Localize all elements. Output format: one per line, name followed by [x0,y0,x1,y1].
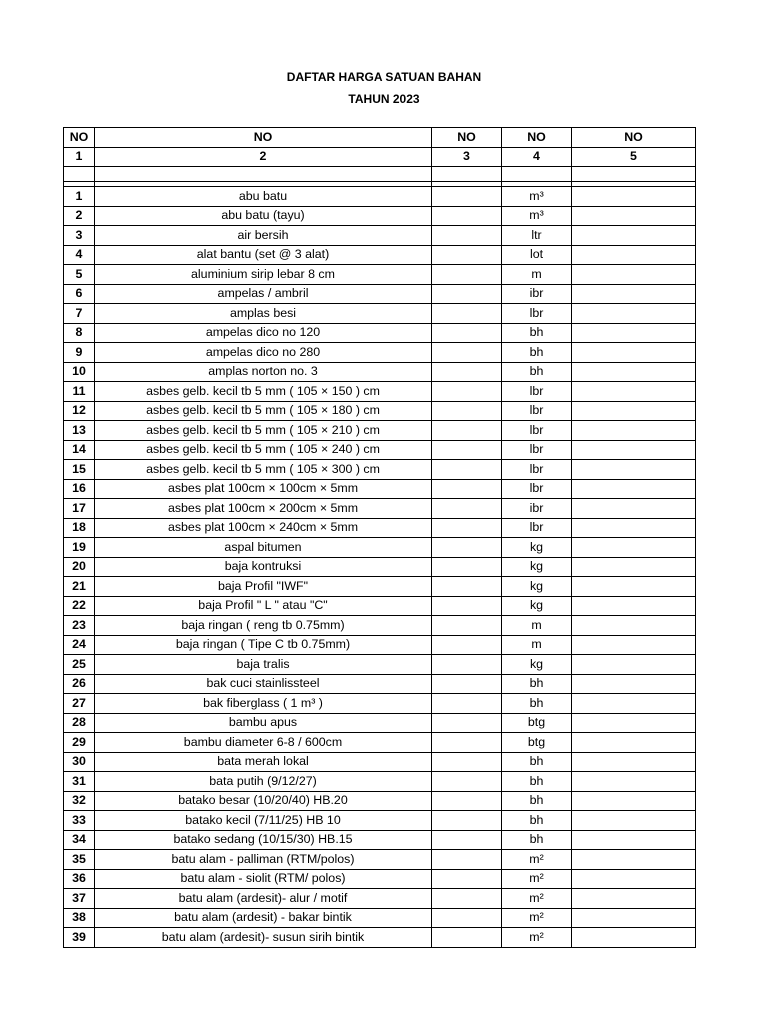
table-row [64,596,696,616]
column-3-cell [432,811,502,831]
column-3-cell [432,869,502,889]
column-5-cell [572,850,696,870]
row-number-cell: 10 [64,362,95,382]
table-row [64,206,696,226]
column-3-cell [432,577,502,597]
column-3-cell [432,206,502,226]
unit-cell: lbr [502,382,572,402]
table-row [64,811,696,831]
material-name-cell: batu alam (ardesit) - bakar bintik [95,908,432,928]
blank-row [64,167,696,182]
column-5-cell [572,245,696,265]
table-row [64,577,696,597]
column-5-cell [572,713,696,733]
unit-cell: bh [502,811,572,831]
table-row [64,557,696,577]
row-number-cell: 9 [64,343,95,363]
table-row [64,401,696,421]
column-5-cell [572,752,696,772]
table-row [64,655,696,675]
column-3-cell [432,713,502,733]
column-5-cell [572,206,696,226]
material-name-cell: asbes plat 100cm × 200cm × 5mm [95,499,432,519]
row-number-cell: 4 [64,245,95,265]
row-number-cell: 7 [64,304,95,324]
material-name-cell: asbes gelb. kecil tb 5 mm ( 105 × 300 ) cm [95,460,432,480]
unit-cell: m² [502,869,572,889]
header-row [64,128,696,148]
column-3-cell [432,733,502,753]
column-5-cell [572,382,696,402]
material-name-cell: abu batu (tayu) [95,206,432,226]
row-number-cell: 17 [64,499,95,519]
table-row [64,382,696,402]
column-5-cell [572,733,696,753]
unit-cell: m² [502,908,572,928]
unit-cell: btg [502,713,572,733]
unit-cell: bh [502,674,572,694]
column-3-cell [432,226,502,246]
material-name-cell: alat bantu (set @ 3 alat) [95,245,432,265]
table-row [64,362,696,382]
table-row [64,674,696,694]
table-row [64,460,696,480]
unit-cell: m [502,616,572,636]
header-cell-1: NO [64,128,95,148]
unit-cell: bh [502,343,572,363]
column-5-cell [572,908,696,928]
table-row [64,323,696,343]
row-number-cell: 29 [64,733,95,753]
column-3-cell [432,772,502,792]
material-name-cell: baja kontruksi [95,557,432,577]
table-row [64,830,696,850]
table-row [64,733,696,753]
row-number-cell: 1 [64,187,95,207]
material-name-cell: amplas norton no. 3 [95,362,432,382]
table-row [64,538,696,558]
unit-cell: m² [502,928,572,948]
column-5-cell [572,421,696,441]
material-name-cell: baja Profil " L " atau "C" [95,596,432,616]
column-5-cell [572,830,696,850]
material-name-cell: asbes gelb. kecil tb 5 mm ( 105 × 210 ) cm [95,421,432,441]
row-number-cell: 11 [64,382,95,402]
row-number-cell: 19 [64,538,95,558]
unit-cell: m² [502,850,572,870]
price-table [63,127,696,948]
unit-cell: m³ [502,187,572,207]
table-row [64,343,696,363]
column-5-cell [572,596,696,616]
unit-cell: lbr [502,518,572,538]
row-number-cell: 20 [64,557,95,577]
column-3-cell [432,304,502,324]
table-row [64,928,696,948]
column-3-cell [432,791,502,811]
table-row [64,791,696,811]
row-number-cell: 6 [64,284,95,304]
table-row [64,187,696,207]
row-number-cell: 27 [64,694,95,714]
column-3-cell [432,362,502,382]
material-name-cell: baja Profil "IWF" [95,577,432,597]
material-name-cell: baja ringan ( Tipe C tb 0.75mm) [95,635,432,655]
material-name-cell: ampelas dico no 120 [95,323,432,343]
column-3-cell [432,518,502,538]
row-number-cell: 18 [64,518,95,538]
unit-cell: bh [502,694,572,714]
row-number-cell: 37 [64,889,95,909]
unit-cell: bh [502,791,572,811]
table-row [64,304,696,324]
material-name-cell: bak cuci stainlissteel [95,674,432,694]
material-name-cell: baja tralis [95,655,432,675]
column-5-cell [572,635,696,655]
header-cell-3: NO [432,128,502,148]
column-5-cell [572,928,696,948]
table-row [64,694,696,714]
table-row [64,752,696,772]
row-number-cell: 2 [64,206,95,226]
unit-cell: bh [502,362,572,382]
unit-cell: kg [502,655,572,675]
table-row [64,245,696,265]
column-3-cell [432,928,502,948]
material-name-cell: bak fiberglass ( 1 m³ ) [95,694,432,714]
column-3-cell [432,674,502,694]
material-name-cell: batako sedang (10/15/30) HB.15 [95,830,432,850]
row-number-cell: 39 [64,928,95,948]
column-5-cell [572,577,696,597]
table-row [64,869,696,889]
unit-cell: m² [502,889,572,909]
unit-cell: m [502,265,572,285]
row-number-cell: 31 [64,772,95,792]
unit-cell: lbr [502,440,572,460]
table-row [64,908,696,928]
material-name-cell: bata putih (9/12/27) [95,772,432,792]
material-name-cell: asbes plat 100cm × 240cm × 5mm [95,518,432,538]
unit-cell: lbr [502,460,572,480]
column-3-cell [432,635,502,655]
column-3-cell [432,479,502,499]
row-number-cell: 16 [64,479,95,499]
row-number-cell: 12 [64,401,95,421]
column-5-cell [572,499,696,519]
column-3-cell [432,655,502,675]
column-3-cell [432,284,502,304]
unit-cell: kg [502,538,572,558]
column-5-cell [572,187,696,207]
column-3-cell [432,382,502,402]
material-name-cell: batu alam (ardesit)- alur / motif [95,889,432,909]
material-name-cell: bata merah lokal [95,752,432,772]
row-number-cell: 3 [64,226,95,246]
header-cell-2: NO [95,128,432,148]
row-number-cell: 5 [64,265,95,285]
row-number-cell: 32 [64,791,95,811]
material-name-cell: bambu diameter 6-8 / 600cm [95,733,432,753]
row-number-cell: 28 [64,713,95,733]
column-5-cell [572,557,696,577]
column-5-cell [572,538,696,558]
table-row [64,713,696,733]
column-3-cell [432,752,502,772]
unit-cell: lbr [502,401,572,421]
column-3-cell [432,596,502,616]
unit-cell: bh [502,752,572,772]
material-name-cell: aspal bitumen [95,538,432,558]
column-5-cell [572,655,696,675]
table-row [64,499,696,519]
material-name-cell: aluminium sirip lebar 8 cm [95,265,432,285]
table-row [64,226,696,246]
material-name-cell: bambu apus [95,713,432,733]
column-3-cell [432,265,502,285]
unit-cell: ibr [502,499,572,519]
row-number-cell: 13 [64,421,95,441]
column-number-cell: 2 [95,147,432,167]
column-5-cell [572,323,696,343]
column-5-cell [572,343,696,363]
row-number-cell: 23 [64,616,95,636]
column-5-cell [572,362,696,382]
column-5-cell [572,226,696,246]
table-row [64,616,696,636]
column-number-cell: 1 [64,147,95,167]
table-row [64,635,696,655]
material-name-cell: batako kecil (7/11/25) HB 10 [95,811,432,831]
material-name-cell: air bersih [95,226,432,246]
unit-cell: lot [502,245,572,265]
table-row [64,421,696,441]
material-name-cell: batu alam - siolit (RTM/ polos) [95,869,432,889]
document-title-block [0,68,768,112]
material-name-cell: ampelas dico no 280 [95,343,432,363]
column-3-cell [432,421,502,441]
column-number-cell: 3 [432,147,502,167]
document-title: DAFTAR HARGA SATUAN BAHAN [286,70,482,84]
table-row [64,265,696,285]
unit-cell: bh [502,772,572,792]
column-3-cell [432,557,502,577]
unit-cell: ibr [502,284,572,304]
table-row [64,889,696,909]
material-name-cell: abu batu [95,187,432,207]
unit-cell: m [502,635,572,655]
table-row [64,518,696,538]
row-number-cell: 14 [64,440,95,460]
column-5-cell [572,460,696,480]
column-5-cell [572,440,696,460]
table-row [64,772,696,792]
column-5-cell [572,304,696,324]
material-name-cell: asbes plat 100cm × 100cm × 5mm [95,479,432,499]
material-name-cell: ampelas / ambril [95,284,432,304]
column-3-cell [432,460,502,480]
column-5-cell [572,265,696,285]
column-5-cell [572,889,696,909]
material-name-cell: amplas besi [95,304,432,324]
material-name-cell: baja ringan ( reng tb 0.75mm) [95,616,432,636]
row-number-cell: 33 [64,811,95,831]
column-3-cell [432,401,502,421]
column-number-cell: 5 [572,147,696,167]
column-3-cell [432,850,502,870]
table-row [64,284,696,304]
unit-cell: kg [502,557,572,577]
unit-cell: bh [502,323,572,343]
column-5-cell [572,772,696,792]
row-number-cell: 26 [64,674,95,694]
column-5-cell [572,518,696,538]
column-3-cell [432,538,502,558]
unit-cell: kg [502,596,572,616]
material-name-cell: asbes gelb. kecil tb 5 mm ( 105 × 240 ) cm [95,440,432,460]
column-3-cell [432,830,502,850]
column-3-cell [432,694,502,714]
column-5-cell [572,791,696,811]
unit-cell: btg [502,733,572,753]
material-name-cell: batu alam - palliman (RTM/polos) [95,850,432,870]
column-3-cell [432,245,502,265]
unit-cell: kg [502,577,572,597]
table-row [64,440,696,460]
row-number-cell: 15 [64,460,95,480]
column-5-cell [572,401,696,421]
row-number-cell: 30 [64,752,95,772]
column-3-cell [432,343,502,363]
table-row [64,479,696,499]
material-name-cell: asbes gelb. kecil tb 5 mm ( 105 × 150 ) cm [95,382,432,402]
table-row [64,850,696,870]
row-number-cell: 21 [64,577,95,597]
row-number-cell: 38 [64,908,95,928]
column-5-cell [572,674,696,694]
column-3-cell [432,499,502,519]
column-3-cell [432,616,502,636]
row-number-cell: 34 [64,830,95,850]
unit-cell: lbr [502,304,572,324]
column-3-cell [432,908,502,928]
unit-cell: ltr [502,226,572,246]
row-number-cell: 36 [64,869,95,889]
column-number-cell: 4 [502,147,572,167]
column-3-cell [432,323,502,343]
material-name-cell: batu alam (ardesit)- susun sirih bintik [95,928,432,948]
column-5-cell [572,694,696,714]
material-name-cell: asbes gelb. kecil tb 5 mm ( 105 × 180 ) cm [95,401,432,421]
row-number-cell: 22 [64,596,95,616]
unit-cell: m³ [502,206,572,226]
column-5-cell [572,869,696,889]
document-subtitle: TAHUN 2023 [348,92,420,106]
column-3-cell [432,889,502,909]
table-body [64,187,696,948]
column-5-cell [572,811,696,831]
row-number-cell: 25 [64,655,95,675]
row-number-cell: 24 [64,635,95,655]
row-number-cell: 8 [64,323,95,343]
column-5-cell [572,284,696,304]
column-5-cell [572,616,696,636]
column-5-cell [572,479,696,499]
unit-cell: bh [502,830,572,850]
material-name-cell: batako besar (10/20/40) HB.20 [95,791,432,811]
header-cell-5: NO [572,128,696,148]
row-number-cell: 35 [64,850,95,870]
unit-cell: lbr [502,421,572,441]
column-3-cell [432,440,502,460]
unit-cell: lbr [502,479,572,499]
column-3-cell [432,187,502,207]
column-number-row [64,147,696,167]
header-cell-4: NO [502,128,572,148]
